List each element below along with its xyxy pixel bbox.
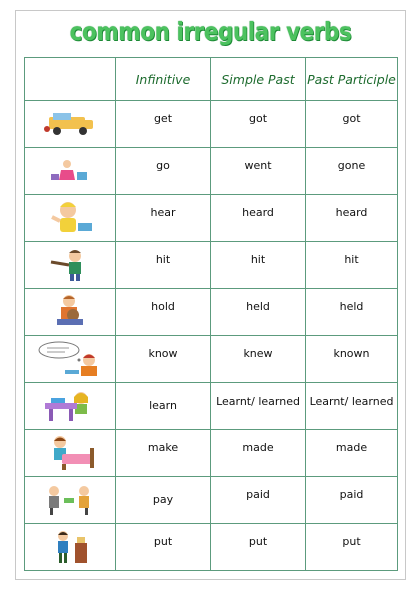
past-participle-cell: gone — [306, 148, 398, 195]
page-title: common irregular verbs — [69, 17, 352, 46]
table-row — [25, 524, 398, 571]
table-row — [25, 430, 398, 477]
past-participle-cell: paid — [306, 477, 398, 524]
past-participle-cell: got — [306, 101, 398, 148]
verbs-table — [24, 57, 398, 571]
car-icon — [43, 111, 97, 137]
picture-cell — [25, 383, 116, 430]
picture-cell — [25, 477, 116, 524]
table-row — [25, 101, 398, 148]
infinitive-cell: hit — [116, 242, 211, 289]
simple-past-cell: held — [211, 289, 306, 336]
past-participle-cell: made — [306, 430, 398, 477]
boy-putting-icon — [43, 529, 97, 565]
infinitive-cell: hold — [116, 289, 211, 336]
table-row — [25, 148, 398, 195]
infinitive-cell: know — [116, 336, 211, 383]
girl-studying-icon — [39, 389, 101, 423]
simple-past-cell: hit — [211, 242, 306, 289]
simple-past-cell: got — [211, 101, 306, 148]
header-infinitive: Infinitive — [116, 58, 211, 101]
table-row — [25, 383, 398, 430]
infinitive-cell: pay — [116, 477, 211, 524]
past-participle-cell: known — [306, 336, 398, 383]
table-row — [25, 336, 398, 383]
table-row — [25, 477, 398, 524]
simple-past-cell: heard — [211, 195, 306, 242]
boy-thinking-icon — [35, 340, 105, 378]
past-participle-cell: Learnt/ learned — [306, 383, 398, 430]
past-participle-cell: hit — [306, 242, 398, 289]
simple-past-cell: Learnt/ learned — [211, 383, 306, 430]
girl-making-bed-icon — [40, 434, 100, 472]
infinitive-cell: learn — [116, 383, 211, 430]
infinitive-cell: hear — [116, 195, 211, 242]
table-row — [25, 195, 398, 242]
picture-cell — [25, 195, 116, 242]
header-simple-past: Simple Past — [211, 58, 306, 101]
header-picture — [25, 58, 116, 101]
boy-hitting-icon — [43, 248, 97, 282]
header-past-participle: Past Participle — [306, 58, 398, 101]
infinitive-cell: put — [116, 524, 211, 571]
picture-cell — [25, 242, 116, 289]
picture-cell — [25, 148, 116, 195]
picture-cell — [25, 289, 116, 336]
picture-cell — [25, 336, 116, 383]
picture-cell — [25, 524, 116, 571]
past-participle-cell: held — [306, 289, 398, 336]
simple-past-cell: went — [211, 148, 306, 195]
worksheet — [15, 10, 406, 580]
header-row — [25, 58, 398, 101]
past-participle-cell: put — [306, 524, 398, 571]
past-participle-cell: heard — [306, 195, 398, 242]
infinitive-cell: make — [116, 430, 211, 477]
infinitive-cell: get — [116, 101, 211, 148]
simple-past-cell: put — [211, 524, 306, 571]
two-people-paying-icon — [40, 484, 100, 516]
picture-cell — [25, 101, 116, 148]
table-row — [25, 289, 398, 336]
picture-cell — [25, 430, 116, 477]
table-row — [25, 242, 398, 289]
simple-past-cell: paid — [211, 477, 306, 524]
simple-past-cell: made — [211, 430, 306, 477]
infinitive-cell: go — [116, 148, 211, 195]
simple-past-cell: knew — [211, 336, 306, 383]
girl-walking-icon — [43, 158, 97, 184]
boy-holding-bear-icon — [43, 293, 97, 331]
boy-listening-icon — [38, 199, 102, 237]
